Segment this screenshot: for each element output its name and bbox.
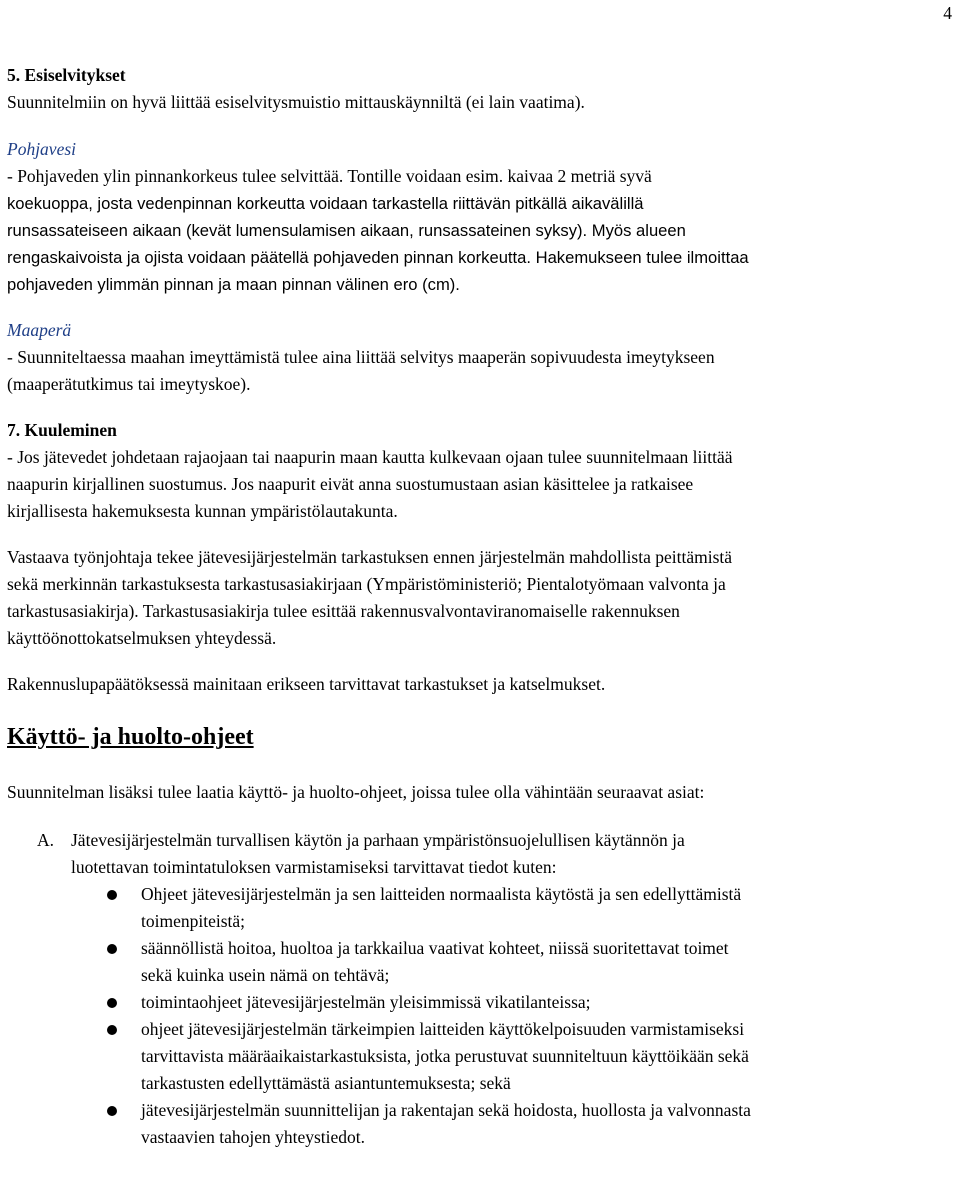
text-line: Ohjeet jätevesijärjestelmän ja sen laitteiden normaalista käytöstä ja sen edellyttämistä xyxy=(141,884,742,904)
section-kaytto-huolto xyxy=(7,722,957,806)
text-line: tarkastusten edellyttämästä asiantuntemuksesta; sekä xyxy=(141,1073,511,1093)
text-line: rengaskaivoista ja ojista voidaan päätellä pohjaveden pinnan korkeutta. Hakemukseen tulee ilmoittaa xyxy=(7,248,749,267)
text-line: vastaavien tahojen yhteystiedot. xyxy=(141,1127,366,1147)
text-line: naapurin kirjallinen suostumus. Jos naapurit eivät anna suostumustaan asian käsittelee ja ratkaisee xyxy=(7,474,694,494)
subheading: Pohjavesi xyxy=(7,139,77,159)
text-line: (maaperätutkimus tai imeytyskoe). xyxy=(7,374,251,394)
list-label: A. xyxy=(37,830,55,850)
text-line: runsassateiseen aikaan (kevät lumensulamisen aikaan, runsassateinen syksy). Myös alueen xyxy=(7,221,686,240)
paragraph: Suunnitelman lisäksi tulee laatia käyttö- ja huolto-ohjeet, joissa tulee olla vähintään seuraavat asiat: xyxy=(7,782,705,802)
text-line: luotettavan toimintatuloksen varmistamiseksi tarvittavat tiedot kuten: xyxy=(71,857,557,877)
section-esiselvitykset xyxy=(7,62,957,116)
section-maapera xyxy=(7,317,957,398)
subheading: Maaperä xyxy=(7,320,72,340)
section-heading: Käyttö- ja huolto-ohjeet xyxy=(7,724,254,750)
text-line: sekä kuinka usein nämä on tehtävä; xyxy=(141,965,390,985)
text-line: - Jos jätevedet johdetaan rajaojaan tai naapurin maan kautta kulkevaan ojaan tulee suunnitelmaan liittää xyxy=(7,447,733,467)
text-line: - Pohjaveden ylin pinnankorkeus tulee selvittää. Tontille voidaan esim. kaivaa 2 metriä syvä xyxy=(7,166,652,186)
section-heading: 7. Kuuleminen xyxy=(7,420,117,440)
section-heading: 5. Esiselvitykset xyxy=(7,65,126,85)
text-line: tarkastusasiakirja). Tarkastusasiakirja tulee esittää rakennusvalvontaviranomaiselle rakennuksen xyxy=(7,601,680,621)
list-item xyxy=(7,935,957,989)
section-vastaava xyxy=(7,544,957,652)
section-kuuleminen xyxy=(7,417,957,525)
text-line: koekuoppa, josta vedenpinnan korkeutta voidaan tarkastella riittävän pitkällä aikavälillä xyxy=(7,194,644,213)
document-page xyxy=(7,0,957,1151)
bullet-list xyxy=(7,881,957,1151)
list-item xyxy=(7,1097,957,1151)
paragraph: Suunnitelmiin on hyvä liittää esiselvitysmuistio mittauskäynniltä (ei lain vaatima). xyxy=(7,92,585,112)
section-pohjavesi xyxy=(7,136,957,298)
page-number: 4 xyxy=(943,3,952,23)
text-line: pohjaveden ylimmän pinnan ja maan pinnan välinen ero (cm). xyxy=(7,275,460,294)
list-item xyxy=(7,1016,957,1097)
text-line: jätevesijärjestelmän suunnittelijan ja rakentajan sekä hoidosta, huollosta ja valvonnasta xyxy=(141,1100,751,1120)
text-line: toimenpiteistä; xyxy=(141,911,246,931)
paragraph-rakennuslupa: Rakennuslupapäätöksessä mainitaan erikseen tarvittavat tarkastukset ja katselmukset. xyxy=(7,674,606,694)
text-line: kirjallisesta hakemuksesta kunnan ympäristölautakunta. xyxy=(7,501,398,521)
text-line: - Suunniteltaessa maahan imeyttämistä tulee aina liittää selvitys maaperän sopivuudesta imeytykseen xyxy=(7,347,715,367)
text-line: Jätevesijärjestelmän turvallisen käytön ja parhaan ympäristönsuojelullisen käytännön ja xyxy=(71,830,685,850)
list-item xyxy=(7,989,957,1016)
text-line: ohjeet jätevesijärjestelmän tärkeimpien laitteiden käyttökelpoisuuden varmistamiseksi xyxy=(141,1019,745,1039)
list-item-a xyxy=(7,827,957,881)
text-line: Vastaava työnjohtaja tekee jätevesijärjestelmän tarkastuksen ennen järjestelmän mahdollista peittämistä xyxy=(7,547,733,567)
text-line: sekä merkinnän tarkastuksesta tarkastusasiakirjaan (Ympäristöministeriö; Pientalotyömaan valvonta ja xyxy=(7,574,726,594)
list-item xyxy=(7,881,957,935)
text-line: säännöllistä hoitoa, huoltoa ja tarkkailua vaativat kohteet, niissä suoritettavat toimet xyxy=(141,938,729,958)
text-line: toimintaohjeet jätevesijärjestelmän yleisimmissä vikatilanteissa; xyxy=(141,992,591,1012)
text-line: tarvittavista määräaikaistarkastuksista, jotka perustuvat suunniteltuun käyttöikään sekä xyxy=(141,1046,749,1066)
text-line: käyttöönottokatselmuksen yhteydessä. xyxy=(7,628,277,648)
